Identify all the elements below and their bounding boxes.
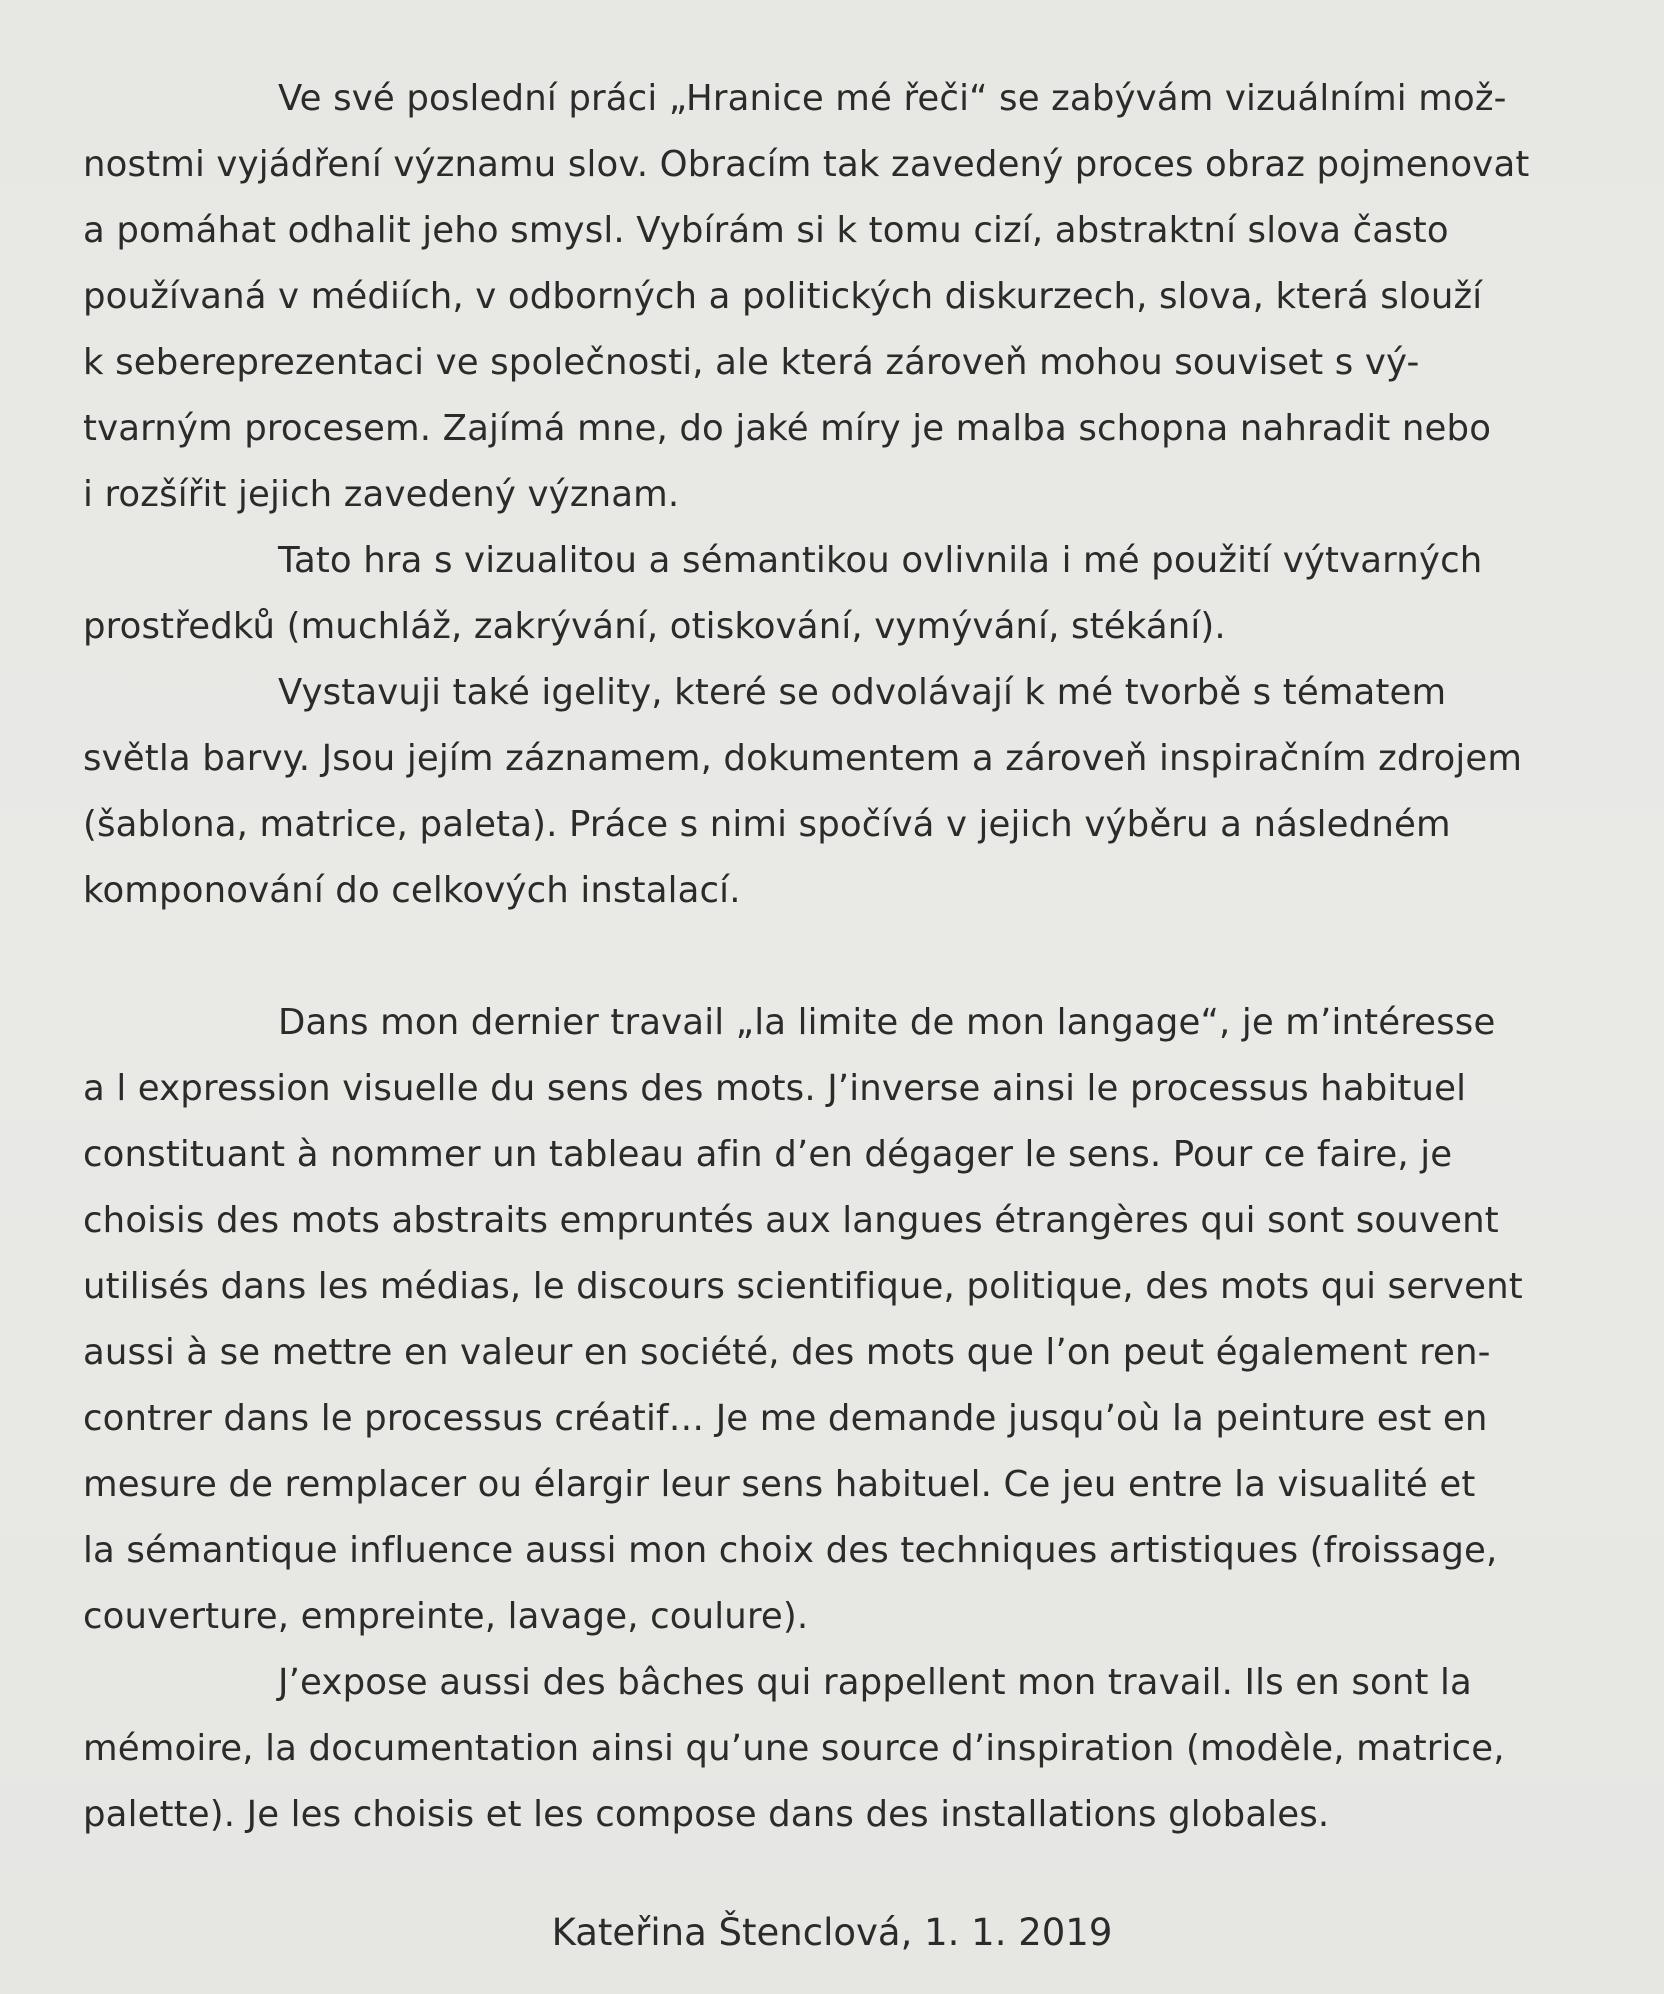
fr-line: mémoire, la documentation ainsi qu’une source d’inspiration (modèle, matrice, [83, 1728, 1505, 1769]
cz-line: k sebereprezentaci ve společnosti, ale která zároveň mohou souviset s vý- [83, 342, 1420, 383]
fr-line: aussi à se mettre en valeur en société, des mots que l’on peut également ren- [83, 1332, 1491, 1373]
cz-line: nostmi vyjádření významu slov. Obracím tak zavedený proces obraz pojmenovat [83, 144, 1530, 185]
fr-line: utilisés dans les médias, le discours scientifique, politique, des mots qui servent [83, 1266, 1523, 1307]
signature-date: Kateřina Štenclová, 1. 1. 2019 [551, 1911, 1113, 1954]
cz-line: a pomáhat odhalit jeho smysl. Vybírám si k tomu cizí, abstraktní slova často [83, 210, 1449, 251]
cz-line: používaná v médiích, v odborných a politických diskurzech, slova, která slouží [83, 276, 1483, 317]
fr-line: palette). Je les choisis et les compose dans des installations globales. [83, 1794, 1330, 1835]
section-gap [83, 924, 1643, 990]
cz-line: i rozšířit jejich zavedený význam. [83, 474, 680, 515]
text-block [83, 66, 1643, 1848]
fr-line: la sémantique influence aussi mon choix des techniques artistiques (froissage, [83, 1530, 1498, 1571]
fr-line: contrer dans le processus créatif… Je me demande jusqu’où la peinture est en [83, 1398, 1488, 1439]
fr-line: choisis des mots abstraits empruntés aux langues étrangères qui sont souvent [83, 1200, 1499, 1241]
cz-line: Vystavuji také igelity, které se odvolávají k mé tvorbě s tématem [278, 672, 1447, 713]
fr-line: J’expose aussi des bâches qui rappellent mon travail. Ils en sont la [278, 1662, 1472, 1703]
cz-line: komponování do celkových instalací. [83, 870, 741, 911]
cz-line: Tato hra s vizualitou a sémantikou ovlivnila i mé použití výtvarných [278, 540, 1483, 581]
cz-line: tvarným procesem. Zajímá mne, do jaké míry je malba schopna nahradit nebo [83, 408, 1492, 449]
fr-line: couverture, empreinte, lavage, coulure). [83, 1596, 809, 1637]
fr-line: a l expression visuelle du sens des mots. J’inverse ainsi le processus habituel [83, 1068, 1467, 1109]
cz-line: prostředků (muchláž, zakrývání, otiskování, vymývání, stékání). [83, 606, 1226, 647]
cz-line: (šablona, matrice, paleta). Práce s nimi spočívá v jejich výběru a následném [83, 804, 1451, 845]
fr-line: mesure de remplacer ou élargir leur sens habituel. Ce jeu entre la visualité et [83, 1464, 1476, 1505]
cz-line: světla barvy. Jsou jejím záznamem, dokumentem a zároveň inspiračním zdrojem [83, 738, 1523, 779]
cz-line: Ve své poslední práci „Hranice mé řeči“ se zabývám vizuálními mož- [278, 78, 1507, 119]
fr-line: constituant à nommer un tableau afin d’en dégager le sens. Pour ce faire, je [83, 1134, 1453, 1175]
fr-line: Dans mon dernier travail „la limite de mon langage“, je m’intéresse [278, 1002, 1496, 1043]
